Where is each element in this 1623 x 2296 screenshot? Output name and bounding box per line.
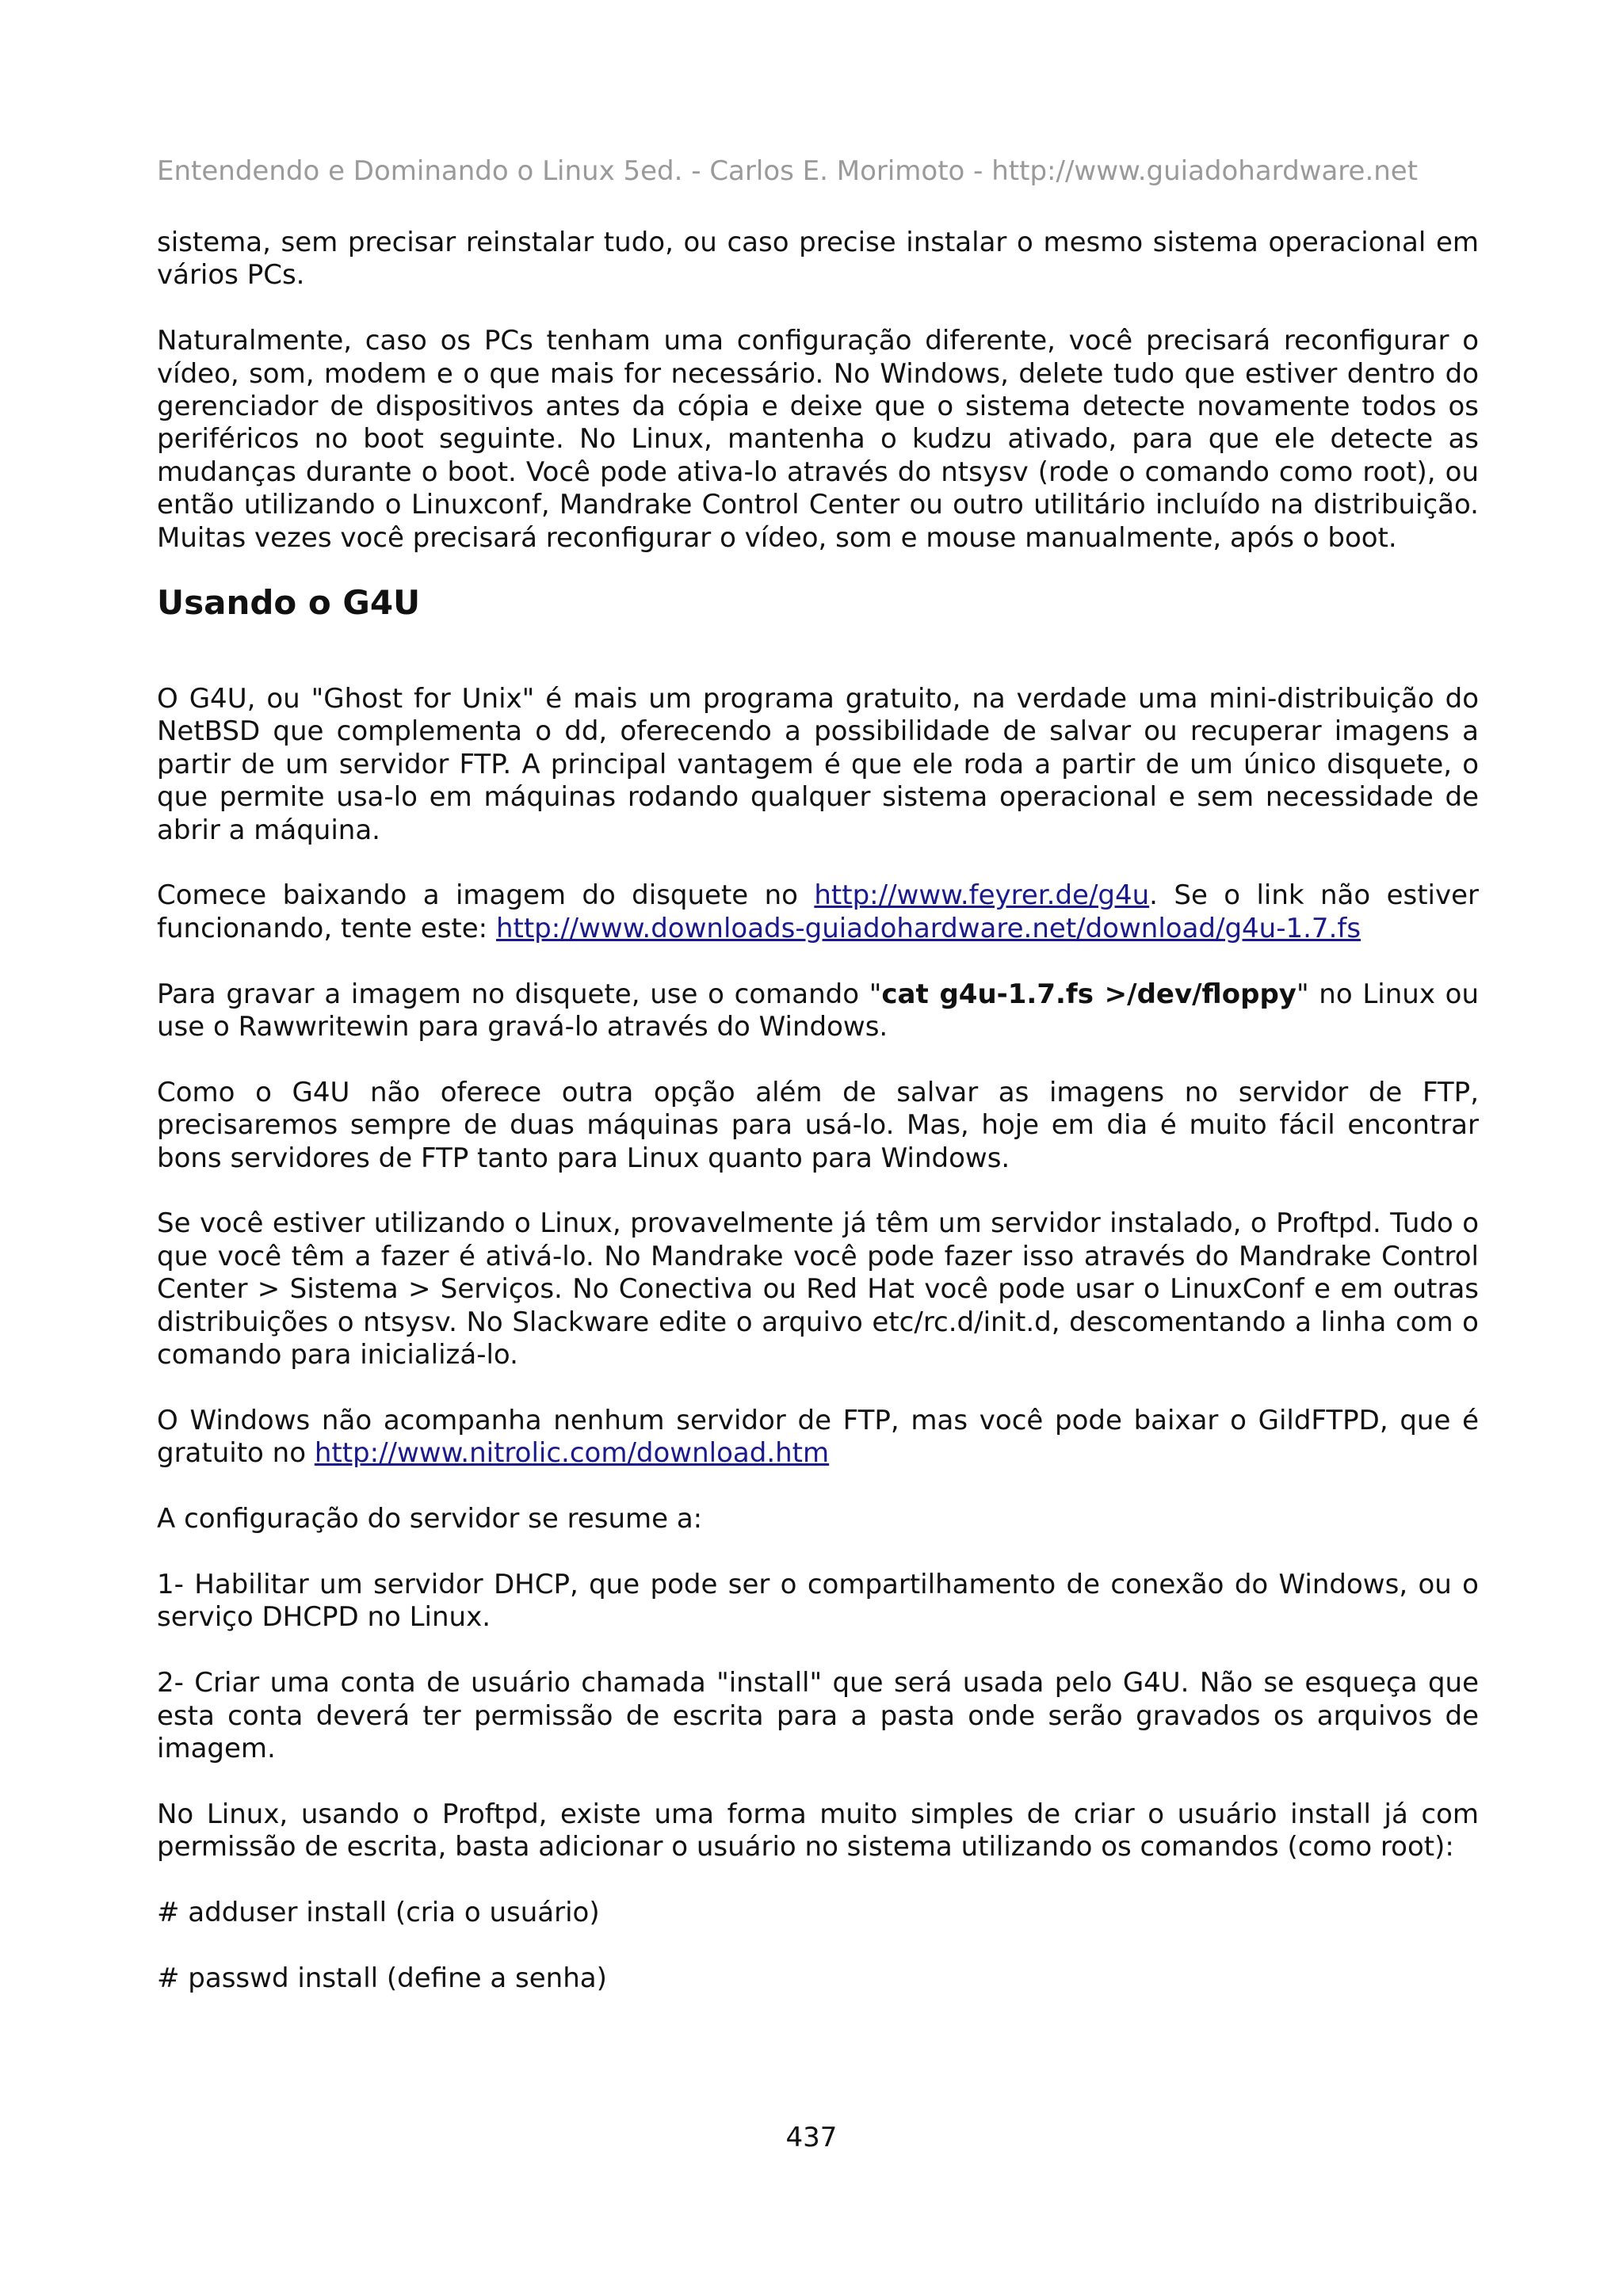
paragraph-8-text-start: O Windows não acompanha nenhum servidor de FTP, mas você pode baixar o GildFTPD, que é gratuito no: [157, 1404, 1479, 1470]
paragraph-9: A configuração do servidor se resume a:: [157, 1503, 703, 1535]
paragraph-1: sistema, sem precisar reinstalar tudo, ou caso precise instalar o mesmo sistema operacional em vários PCs.: [157, 227, 1479, 292]
paragraph-3: O G4U, ou "Ghost for Unix" é mais um programa gratuito, na verdade uma mini-distribuição do NetBSD que complementa o dd, oferecendo a possibilidade de salvar ou recuperar imagens a partir de um servidor FTP. A principal vantagem é que ele roda a partir de um único disquete, o que permite usa-lo em máquinas rodando qualquer sistema operacional e sem necessidade de abrir a máquina.: [157, 683, 1479, 846]
paragraph-4-text-middle: . Se o link não estiver funcionando, tente este:: [157, 879, 1480, 944]
command-passwd: # passwd install (define a senha): [157, 1962, 607, 1994]
paragraph-4-text-start: Comece baixando a imagem do disquete no: [157, 879, 815, 912]
command-adduser: # adduser install (cria o usuário): [157, 1896, 600, 1928]
floppy-command: cat g4u-1.7.fs >/dev/floppy: [881, 978, 1296, 1010]
paragraph-5: [157, 978, 1479, 1044]
paragraph-11: 2- Criar uma conta de usuário chamada "install" que será usada pelo G4U. Não se esqueça que esta conta deverá ter permissão de escrita para a pasta onde serão gravados os arquivos de imagem.: [157, 1667, 1479, 1764]
paragraph-12: No Linux, usando o Proftpd, existe uma forma muito simples de criar o usuário install já com permissão de escrita, basta adicionar o usuário no sistema utilizando os comandos (como root):: [157, 1798, 1479, 1863]
feyrer-link[interactable]: http://www.feyrer.de/g4u: [814, 879, 1150, 912]
running-header: Entendendo e Dominando o Linux 5ed. - Carlos E. Morimoto - http://www.guiadohardware.net: [157, 155, 1419, 187]
section-title: Usando o G4U: [157, 583, 421, 623]
paragraph-5-text-start: Para gravar a imagem no disquete, use o comando ": [157, 978, 882, 1010]
page-body: [157, 227, 1479, 1995]
paragraph-6: Como o G4U não oferece outra opção além de salvar as imagens no servidor de FTP, precisaremos sempre de duas máquinas para usá-lo. Mas, hoje em dia é muito fácil encontrar bons servidores de FTP tanto para Linux quanto para Windows.: [157, 1076, 1479, 1174]
paragraph-10: 1- Habilitar um servidor DHCP, que pode ser o compartilhamento de conexão do Windows, ou o serviço DHCPD no Linux.: [157, 1568, 1479, 1634]
paragraph-7: Se você estiver utilizando o Linux, provavelmente já têm um servidor instalado, o Proftpd. Tudo o que você têm a fazer é ativá-lo. No Mandrake você pode fazer isso através do Mandrake Control Center > Sistema > Serviços. No Conectiva ou Red Hat você pode usar o LinuxConf e em outras distribuições o ntsysv. No Slackware edite o arquivo etc/rc.d/init.d, descomentando a linha com o comando para inicializá-lo.: [157, 1207, 1479, 1371]
paragraph-4: [157, 879, 1479, 945]
nitrolic-link[interactable]: http://www.nitrolic.com/download.htm: [314, 1437, 830, 1470]
paragraph-2: Naturalmente, caso os PCs tenham uma configuração diferente, você precisará reconfigurar o vídeo, som, modem e o que mais for necessário. No Windows, delete tudo que estiver dentro do gerenciador de dispositivos antes da cópia e deixe que o sistema detecte novamente todos os periféricos no boot seguinte. No Linux, mantenha o kudzu ativado, para que ele detecte as mudanças durante o boot. Você pode ativa-lo através do ntsysv (rode o comando como root), ou então utilizando o Linuxconf, Mandrake Control Center ou outro utilitário incluído na distribuição. Muitas vezes você precisará reconfigurar o vídeo, som e mouse manualmente, após o boot.: [157, 325, 1479, 554]
paragraph-5-text-end: " no Linux ou use o Rawwritewin para gravá-lo através do Windows.: [157, 978, 1480, 1043]
page-number: 437: [785, 2122, 838, 2153]
downloads-link[interactable]: http://www.downloads-guiadohardware.net/download/g4u-1.7.fs: [495, 912, 1361, 944]
paragraph-8: [157, 1405, 1479, 1470]
